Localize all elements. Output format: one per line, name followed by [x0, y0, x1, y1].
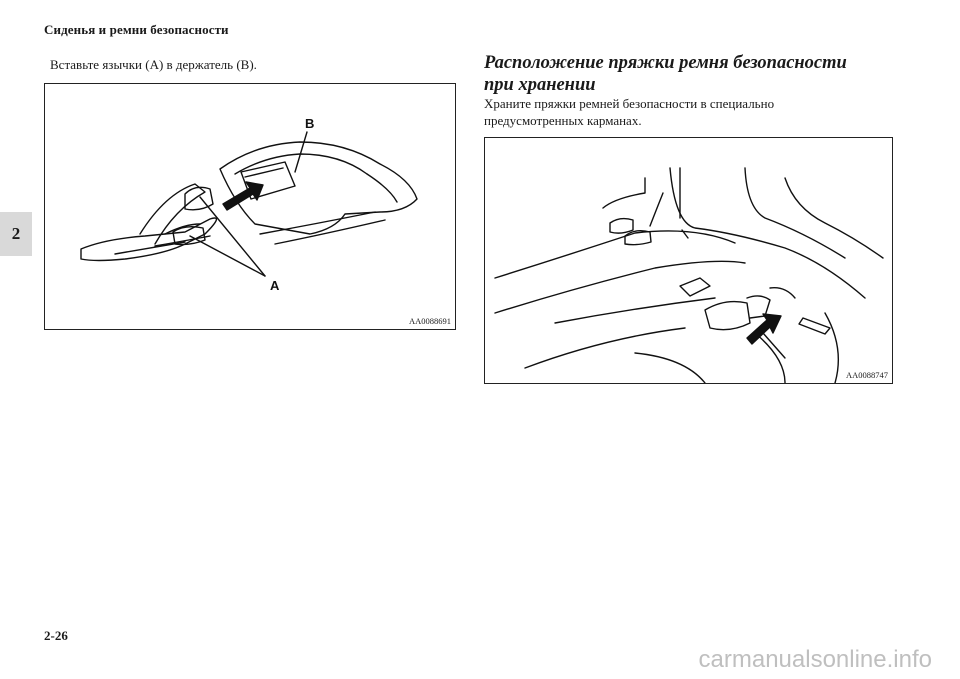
figure-tongue-holder [44, 83, 456, 330]
page-header: Сиденья и ремни безопасности [44, 22, 229, 37]
step-instruction: Вставьте язычки (A) в держатель (B). [50, 57, 257, 72]
section-title-line2: при хранении [484, 75, 596, 95]
buckle-storage-illustration [485, 138, 892, 383]
figure-code: AA0088747 [845, 370, 888, 380]
figure-code: AA0088691 [408, 316, 451, 326]
chapter-tab[interactable] [0, 212, 32, 256]
section-title [484, 52, 924, 96]
chapter-number: 2 [11, 224, 21, 243]
callout-a: A [270, 278, 280, 293]
callout-b: B [305, 116, 315, 131]
tongue-holder-illustration [45, 84, 455, 329]
page-number: 2-26 [44, 628, 68, 643]
section-title-line1: Расположение пряжки ремня безопасности [484, 53, 847, 73]
figure-buckle-storage [484, 137, 893, 384]
watermark: carmanualsonline.info [698, 646, 932, 673]
section-body [484, 95, 904, 129]
section-body-line1: Храните пряжки ремней безопасности в специально [484, 96, 775, 111]
section-body-line2: предусмотренных карманах. [484, 113, 642, 128]
